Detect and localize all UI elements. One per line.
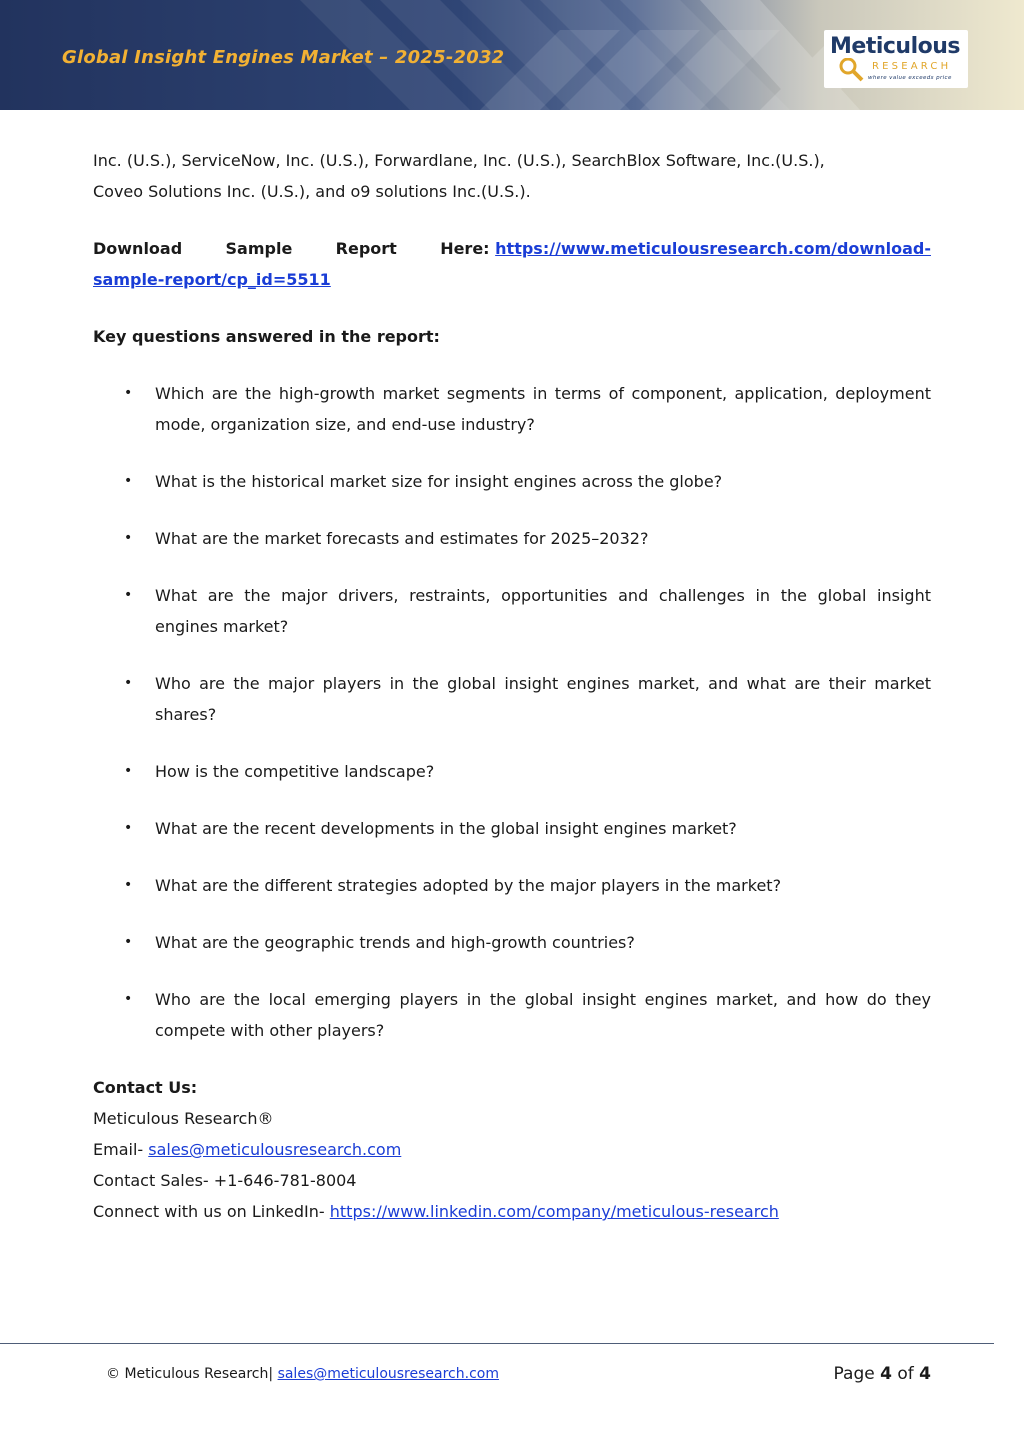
- page-current: 4: [880, 1364, 892, 1384]
- page-of: of: [891, 1364, 920, 1384]
- logo-subword: RESEARCH: [872, 61, 952, 72]
- bullet-icon: •: [124, 385, 133, 401]
- contact-email-row: [93, 1134, 931, 1165]
- bullet-icon: •: [124, 587, 133, 603]
- contact-sales: Contact Sales- +1-646-781-8004: [93, 1171, 357, 1190]
- question-text: What are the recent developments in the global insight engines market?: [155, 819, 737, 838]
- meticulous-research-logo: [824, 30, 968, 88]
- question-text: Who are the major players in the global insight engines market, and what are their market shares?: [155, 674, 931, 724]
- linkedin-link[interactable]: https://www.linkedin.com/company/meticulous-research: [329, 1202, 779, 1221]
- bullet-icon: •: [124, 820, 133, 836]
- list-item: [93, 870, 931, 901]
- logo-tagline: where value exceeds price: [868, 75, 952, 81]
- download-sample-link-part1[interactable]: https://www.meticulousresearch.com/download-: [495, 239, 931, 258]
- list-item: [93, 378, 931, 440]
- question-text: What are the market forecasts and estimates for 2025–2032?: [155, 529, 649, 548]
- email-label: Email-: [93, 1140, 149, 1159]
- intro-line-1: Inc. (U.S.), ServiceNow, Inc. (U.S.), Forwardlane, Inc. (U.S.), SearchBlox Software, Inc.(U.S.),: [93, 151, 825, 170]
- report-word: Report: [335, 239, 397, 258]
- footer-divider: [0, 1343, 994, 1344]
- question-text: What are the different strategies adopted by the major players in the market?: [155, 876, 782, 895]
- page-word: Page: [833, 1364, 881, 1384]
- question-text: How is the competitive landscape?: [155, 762, 435, 781]
- footer-copyright: [106, 1366, 499, 1382]
- list-item: [93, 756, 931, 787]
- question-text: Which are the high-growth market segments in terms of component, application, deployment mode, organization size, and end-use industry?: [155, 384, 931, 434]
- page-header: [0, 0, 1024, 110]
- download-word: Download: [93, 239, 183, 258]
- bullet-icon: •: [124, 530, 133, 546]
- intro-line-2: Coveo Solutions Inc. (U.S.), and o9 solutions Inc.(U.S.).: [93, 182, 531, 201]
- contact-company: Meticulous Research®: [93, 1109, 274, 1128]
- download-sample-link-part2[interactable]: sample-report/cp_id=5511: [93, 270, 331, 289]
- copyright-text: © Meticulous Research|: [106, 1366, 278, 1382]
- question-text: Who are the local emerging players in the global insight engines market, and how do they compete with other players?: [155, 990, 931, 1040]
- bullet-icon: •: [124, 473, 133, 489]
- page-number: [834, 1364, 931, 1384]
- sample-word: Sample: [225, 239, 293, 258]
- list-item: [93, 813, 931, 844]
- list-item: [93, 466, 931, 497]
- list-item: [93, 523, 931, 554]
- bullet-icon: •: [124, 763, 133, 779]
- magnifier-icon: [828, 58, 868, 84]
- document-body: [93, 145, 931, 1227]
- bullet-icon: •: [124, 991, 133, 1007]
- report-title: Global Insight Engines Market – 2025-2032: [62, 47, 505, 68]
- key-questions-heading: Key questions answered in the report:: [93, 327, 440, 346]
- download-link-row: [440, 233, 931, 264]
- bullet-icon: •: [124, 877, 133, 893]
- list-item: [93, 580, 931, 642]
- bullet-icon: •: [124, 934, 133, 950]
- logo-wordmark: Meticulous: [830, 34, 960, 59]
- contact-linkedin-row: [93, 1196, 931, 1227]
- questions-list: [93, 378, 931, 1046]
- contact-heading: Contact Us:: [93, 1078, 198, 1097]
- list-item: [93, 668, 931, 730]
- question-text: What are the geographic trends and high-growth countries?: [155, 933, 635, 952]
- footer-email-link[interactable]: sales@meticulousresearch.com: [277, 1366, 499, 1382]
- list-item: [93, 984, 931, 1046]
- linkedin-label: Connect with us on LinkedIn-: [93, 1202, 330, 1221]
- here-word: Here:: [440, 239, 490, 258]
- contact-email-link[interactable]: sales@meticulousresearch.com: [148, 1140, 402, 1159]
- question-text: What is the historical market size for insight engines across the globe?: [155, 472, 723, 491]
- list-item: [93, 927, 931, 958]
- question-text: What are the major drivers, restraints, opportunities and challenges in the global insight engines market?: [155, 586, 931, 636]
- page-total: 4: [919, 1364, 931, 1384]
- download-sample-line: [93, 233, 931, 264]
- bullet-icon: •: [124, 675, 133, 691]
